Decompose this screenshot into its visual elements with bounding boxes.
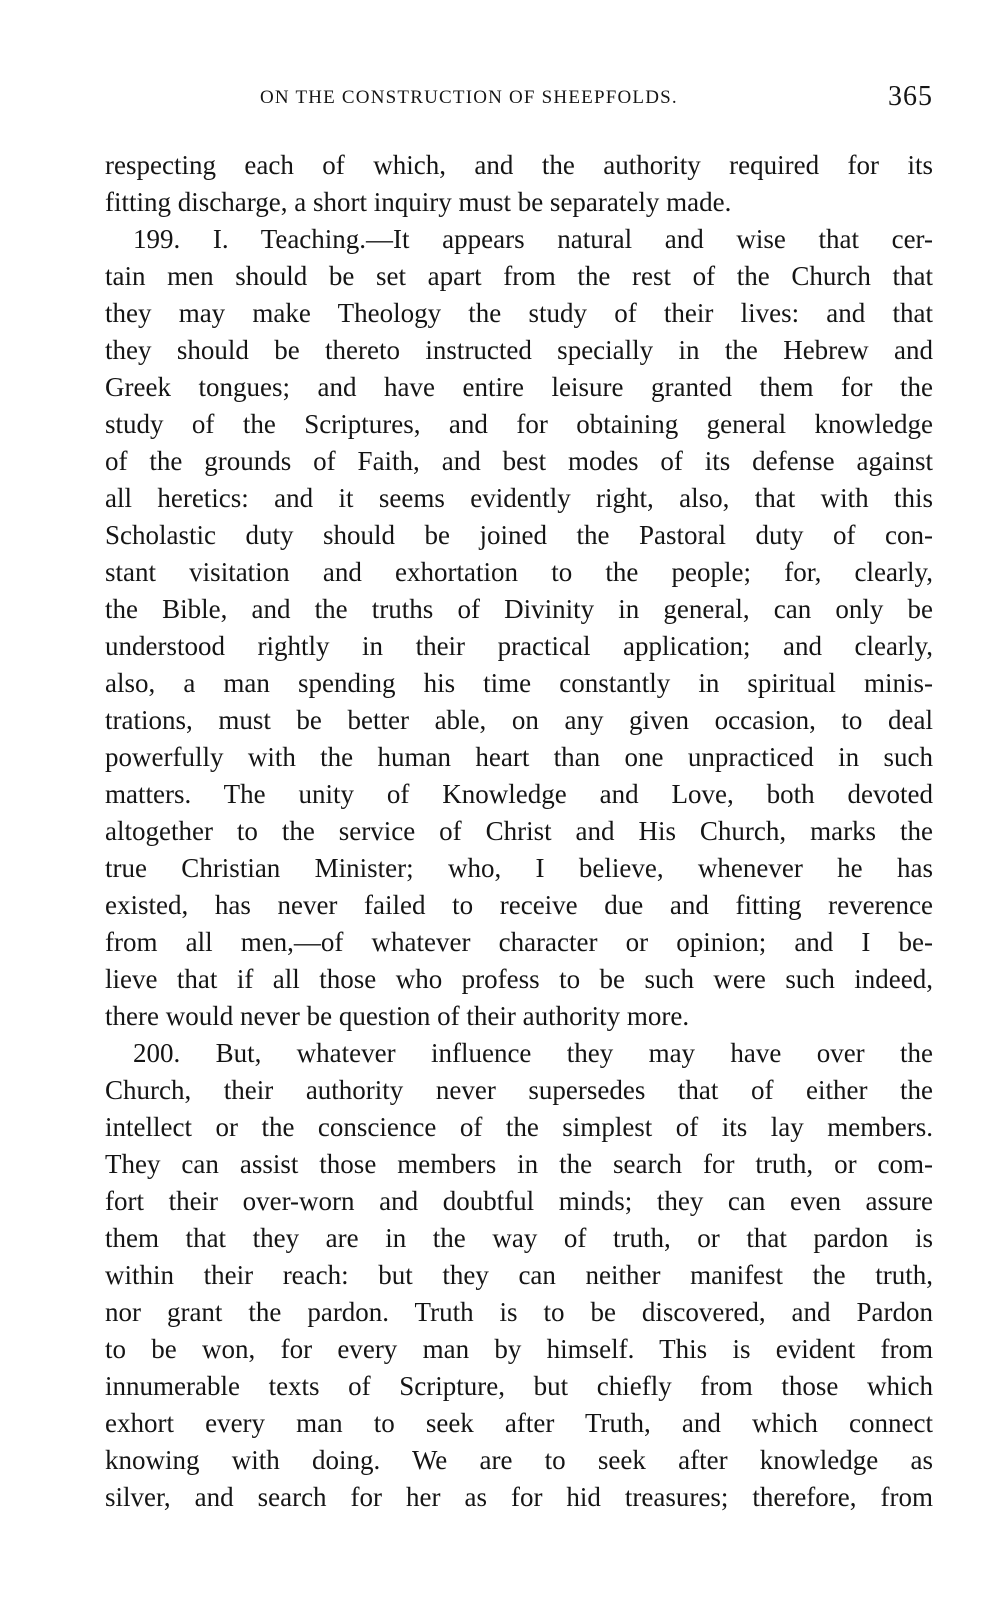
text-line: knowing with doing. We are to seek after knowledge as (105, 1445, 933, 1475)
text-line: stant visitation and exhortation to the people; for, clearly, (105, 557, 933, 587)
text-line: understood rightly in their practical application; and clearly, (105, 631, 933, 661)
text-line: to be won, for every man by himself. This is evident from (105, 1334, 933, 1364)
text-line: intellect or the conscience of the simplest of its lay members. (105, 1112, 933, 1142)
text-line: true Christian Minister; who, I believe, whenever he has (105, 853, 933, 883)
text-line: matters. The unity of Knowledge and Love, both devoted (105, 779, 933, 809)
page-number: 365 (888, 81, 933, 112)
text-line: all heretics: and it seems evidently right, also, that with this (105, 483, 933, 513)
text-line: from all men,—of whatever character or opinion; and I be- (105, 927, 933, 957)
text-line: Greek tongues; and have entire leisure granted them for the (105, 372, 933, 402)
text-line: the Bible, and the truths of Divinity in general, can only be (105, 594, 933, 624)
text-line: fort their over-worn and doubtful minds; they can even assure (105, 1186, 933, 1216)
text-line: trations, must be better able, on any given occasion, to deal (105, 705, 933, 735)
paragraph-200-start: 200. But, whatever influence they may have over the (133, 1038, 933, 1068)
text-line: innumerable texts of Scripture, but chiefly from those which (105, 1371, 933, 1401)
text-line: Scholastic duty should be joined the Pastoral duty of con- (105, 520, 933, 550)
text-line: within their reach: but they can neither manifest the truth, (105, 1260, 933, 1290)
paragraph-199-start: 199. I. Teaching.—It appears natural and wise that cer- (133, 224, 933, 254)
running-title: ON THE CONSTRUCTION OF SHEEPFOLDS. (260, 87, 678, 108)
text-line: silver, and search for her as for hid treasures; therefore, from (105, 1482, 933, 1512)
text-line: there would never be question of their authority more. (105, 1001, 690, 1031)
text-line: fitting discharge, a short inquiry must be separately made. (105, 187, 732, 217)
text-line: existed, has never failed to receive due and fitting reverence (105, 890, 933, 920)
text-line: nor grant the pardon. Truth is to be discovered, and Pardon (105, 1297, 933, 1327)
text-line: of the grounds of Faith, and best modes of its defense against (105, 446, 933, 476)
text-line: they should be thereto instructed specially in the Hebrew and (105, 335, 933, 365)
text-line: them that they are in the way of truth, or that pardon is (105, 1223, 933, 1253)
text-line: also, a man spending his time constantly in spiritual minis- (105, 668, 933, 698)
text-line: exhort every man to seek after Truth, and which connect (105, 1408, 933, 1438)
text-line: They can assist those members in the search for truth, or com- (105, 1149, 933, 1179)
text-line: altogether to the service of Christ and His Church, marks the (105, 816, 933, 846)
text-line: Church, their authority never supersedes that of either the (105, 1075, 933, 1105)
text-line: respecting each of which, and the authority required for its (105, 150, 933, 180)
text-line: they may make Theology the study of their lives: and that (105, 298, 933, 328)
text-line: powerfully with the human heart than one unpracticed in such (105, 742, 933, 772)
text-line: study of the Scriptures, and for obtaining general knowledge (105, 409, 933, 439)
text-line: tain men should be set apart from the rest of the Church that (105, 261, 933, 291)
text-line: lieve that if all those who profess to be such were such indeed, (105, 964, 933, 994)
page-header (105, 81, 933, 115)
